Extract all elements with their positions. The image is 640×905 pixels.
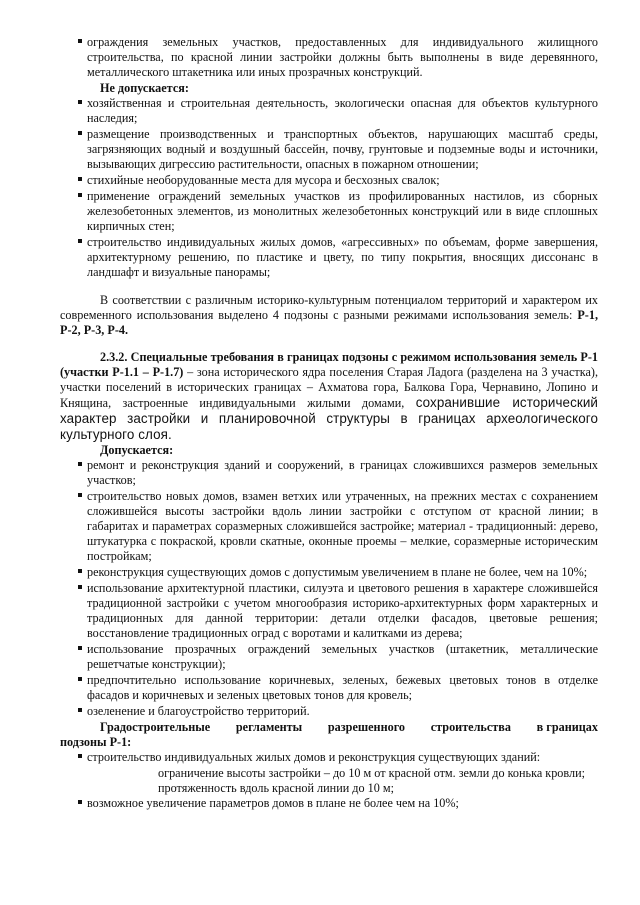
bullet-square-icon [78, 800, 82, 804]
regulations-heading-line2: подзоны Р-1: [60, 735, 132, 749]
list-allowed [60, 458, 598, 719]
list-item: ограждения земельных участков, предоставленных для индивидуального жилищного строительства, по красной линии застройки должны быть выполнены в виде деревянного, металлического штакетника или иных прозрачных конструкций. [60, 35, 598, 80]
bullet-square-icon [78, 708, 82, 712]
list-item: предпочтительно использование коричневых, зеленых, бежевых цветовых тонов в отделке фасадов и коричневых и зеленых цветовых тонов для кровель; [60, 673, 598, 703]
bullet-square-icon [78, 177, 82, 181]
bullet-square-icon [78, 39, 82, 43]
bullet-square-icon [78, 462, 82, 466]
list-item: применение ограждений земельных участков из профилированных настилов, из сборных железобетонных элементов, из монолитных железобетонных конструкций или в виде сплошных кирпичных стен; [60, 189, 598, 234]
list-not-allowed [60, 96, 598, 280]
list-regulations-2 [60, 796, 598, 811]
bullet-square-icon [78, 585, 82, 589]
regulation-subitem: протяженность вдоль красной линии до 10 м; [158, 781, 394, 795]
bullet-square-icon [78, 754, 82, 758]
list-regulations [60, 750, 598, 765]
bullet-square-icon [78, 493, 82, 497]
regulations-heading: Градостроительные регламенты разрешенного строительства в границах [100, 720, 598, 734]
section-p1-intro: 2.3.2. Специальные требования в границах подзоны с режимом использования земель Р-1 (участки Р-1.1 – Р-1.7) – зона исторического ядра поселения Старая Ладога (разделена на 3 участка), участки поселений в исторических границах – Ахматова гора, Балкова Гора, Чернавино, Лопино и Княщина, застроенные индивидуальными жилыми домами, сохранившие исторический характер застройки и планировочной структуры в границах археологического культурного слоя. [60, 350, 599, 442]
list-item: озеленение и благоустройство территорий. [60, 704, 598, 719]
list-item: использование прозрачных ограждений земельных участков (штакетник, металлические решетчатые конструкции); [60, 642, 598, 672]
list-item: хозяйственная и строительная деятельность, экологически опасная для объектов культурного наследия; [60, 96, 598, 126]
regulation-subitem: ограничение высоты застройки – до 10 м от красной отм. земли до конька кровли; [158, 766, 585, 780]
bullet-square-icon [78, 193, 82, 197]
list-fences [60, 35, 598, 80]
not-allowed-heading: Не допускается: [100, 81, 189, 95]
document-body [60, 35, 598, 812]
list-item: строительство новых домов, взамен ветхих или утраченных, на прежних местах с сохранением сложившейся высоты застройки вдоль линии застройки с отступом от красной линии; в габаритах и параметрах соразмерных сложившейся застройке; материал - традиционный: дерево, штукатурка с покраской, кровли скатные, оконные проемы – мелкие, соразмерные историческим постройкам; [60, 489, 598, 564]
list-item: размещение производственных и транспортных объектов, нарушающих масштаб среды, загрязняющих водный и воздушный бассейн, почву, грунтовые и подземные воды и источники, вызывающих дигрессию растительности, опасных в пожарном отношении; [60, 127, 598, 172]
bullet-square-icon [78, 569, 82, 573]
subzones-paragraph: В соответствии с различным историко-культурным потенциалом территорий и характером их современного использования выделено 4 подзоны с разными режимами использования земель: Р-1, Р-2, Р-3, Р-4. [60, 293, 598, 337]
section-title: 2.3.2. Специальные требования в границах подзоны с режимом использования земель Р-1 (участки Р-1.1 – Р-1.7) [60, 350, 598, 379]
list-item: реконструкция существующих домов с допустимым увеличением в плане не более, чем на 10%; [60, 565, 598, 580]
list-item: использование архитектурной пластики, силуэта и цветового решения в характере сложившейся традиционной застройки с учетом многообразия историко-архитектурных форм характерных и традиционных для данной территории: детали отделки фасадов, цветовые решения; восстановление традиционных оград с воротами и калитками из дерева; [60, 581, 598, 641]
list-item: возможное увеличение параметров домов в плане не более чем на 10%; [60, 796, 598, 811]
list-item: ремонт и реконструкция зданий и сооружений, в границах сложившихся размеров земельных участков; [60, 458, 598, 488]
bullet-square-icon [78, 646, 82, 650]
bullet-square-icon [78, 100, 82, 104]
allowed-heading: Допускается: [100, 443, 174, 457]
list-item: стихийные необорудованные места для мусора и бесхозных свалок; [60, 173, 598, 188]
list-item: строительство индивидуальных жилых домов и реконструкция существующих зданий: [60, 750, 598, 765]
bullet-square-icon [78, 239, 82, 243]
bullet-square-icon [78, 131, 82, 135]
list-item: строительство индивидуальных жилых домов, «агрессивных» по объемам, форме завершения, архитектурному решению, по пластике и цвету, по типу покрытия, вносящих диссонанс в ландшафт и визуальные панорамы; [60, 235, 598, 280]
bullet-square-icon [78, 677, 82, 681]
